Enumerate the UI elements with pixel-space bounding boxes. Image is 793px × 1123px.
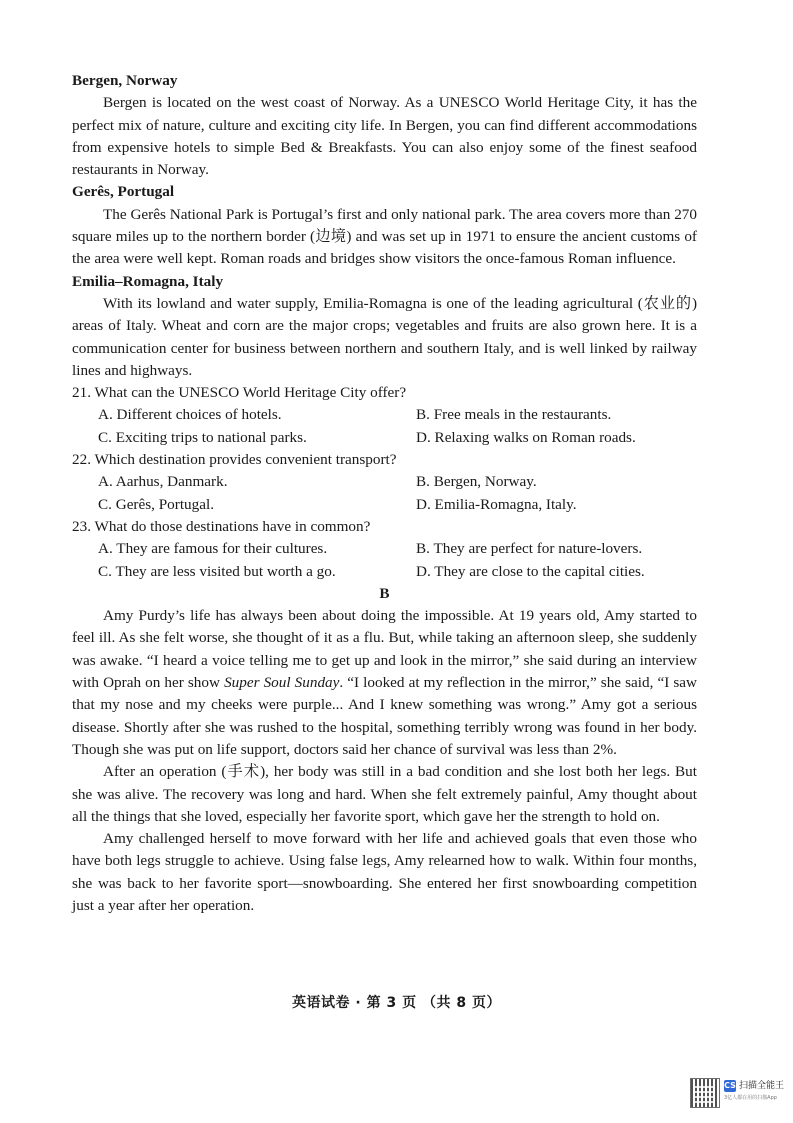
option-row xyxy=(72,561,697,583)
question-22 xyxy=(72,449,697,516)
question-stem: 21. What can the UNESCO World Heritage City offer? xyxy=(72,384,407,402)
qr-code-icon xyxy=(690,1078,720,1108)
question-23 xyxy=(72,516,697,583)
geres-heading: Gerês, Portugal xyxy=(72,183,175,201)
passage-b-paragraph-1 xyxy=(72,605,697,761)
option-d: D. Relaxing walks on Roman roads. xyxy=(416,428,636,446)
option-b: B. Bergen, Norway. xyxy=(416,473,537,491)
question-21 xyxy=(72,382,697,449)
page-content xyxy=(72,70,697,917)
paragraph-text: Amy Purdy’s life has always been about doing the impossible. At 19 years old, Amy started to feel ill. As she felt worse, she thought of it as a flu. But, while taking an afternoon sleep, she suddenly was awake. “I heard a voice telling me to get up and look in the mirror,” she said during an interview with Oprah on her show xyxy=(72,607,697,692)
section-b-title: B xyxy=(379,584,390,602)
option-row xyxy=(72,494,697,516)
option-c: C. They are less visited but worth a go. xyxy=(98,562,336,580)
option-d: D. They are close to the capital cities. xyxy=(416,562,645,580)
bergen-paragraph: Bergen is located on the west coast of Norway. As a UNESCO World Heritage City, it has the perfect mix of nature, culture and exciting city life. In Bergen, you can find different accommodations from expensive hotels to simple Bed & Breakfasts. You can also enjoy some of the finest seafood restaurants in Norway. xyxy=(72,94,697,179)
question-stem: 23. What do those destinations have in common? xyxy=(72,517,371,535)
emilia-paragraph: With its lowland and water supply, Emilia-Romagna is one of the leading agricultural (农业的) areas of Italy. Wheat and corn are the major crops; vegetables and fruits are also grown here. It is a communication center for business between northern and southern Italy, and is well linked by railway lines and highways. xyxy=(72,294,697,379)
scanner-brand: 扫描全能王 xyxy=(739,1081,785,1091)
passage-b-paragraph-3: Amy challenged herself to move forward with her life and achieved goals that even those who have both legs struggle to achieve. Using false legs, Amy relearned how to walk. Within four months, she was back to her favorite sport—snowboarding. She entered her first snowboarding competition just a year after her operation. xyxy=(72,830,697,914)
camscanner-logo-icon: CS xyxy=(724,1081,736,1090)
option-d: D. Emilia-Romagna, Italy. xyxy=(416,495,577,513)
scanner-watermark xyxy=(690,1078,786,1110)
option-b: B. They are perfect for nature-lovers. xyxy=(416,540,643,558)
option-b: B. Free meals in the restaurants. xyxy=(416,406,612,424)
option-a: A. Different choices of hotels. xyxy=(98,406,282,424)
show-title: Super Soul Sunday xyxy=(224,674,340,692)
option-row xyxy=(72,538,697,560)
passage-b-paragraph-2: After an operation (手术), her body was still in a bad condition and she lost both her legs. But she was alive. The recovery was long and hard. When she felt extremely painful, Amy thought about all the things that she loved, especially her favorite sport, which gave her the strength to hold on. xyxy=(72,763,697,825)
option-row xyxy=(72,427,697,449)
paragraph-text: . “I looked at my reflection in the mirror,” she said, “I saw that my nose and my cheeks were purple... And I knew something was wrong.” Amy got a serious disease. Shortly after she was rushed to the hospital, something terribly wrong was found in her body. Though she was put on life support, doctors said her chance of survival was less than 2%. xyxy=(72,674,697,758)
question-stem: 22. Which destination provides convenient transport? xyxy=(72,451,397,469)
option-a: A. They are famous for their cultures. xyxy=(98,540,328,558)
option-a: A. Aarhus, Danmark. xyxy=(98,473,228,491)
option-row xyxy=(72,404,697,426)
geres-paragraph: The Gerês National Park is Portugal’s first and only national park. The area covers more than 270 square miles up to the northern border (边境) and was set up in 1971 to ensure the ancient customs of the area were well kept. Roman roads and bridges show visitors the once-famous Roman influence. xyxy=(72,205,697,268)
scanner-slogan: 3亿人都在用的扫描App xyxy=(724,1095,777,1101)
emilia-heading: Emilia–Romagna, Italy xyxy=(72,272,224,290)
bergen-heading: Bergen, Norway xyxy=(72,72,178,89)
option-c: C. Gerês, Portugal. xyxy=(98,495,214,513)
option-row xyxy=(72,471,697,493)
page-footer: 英语试卷 · 第 3 页 （共 8 页） xyxy=(292,995,501,1011)
option-c: C. Exciting trips to national parks. xyxy=(98,428,307,446)
